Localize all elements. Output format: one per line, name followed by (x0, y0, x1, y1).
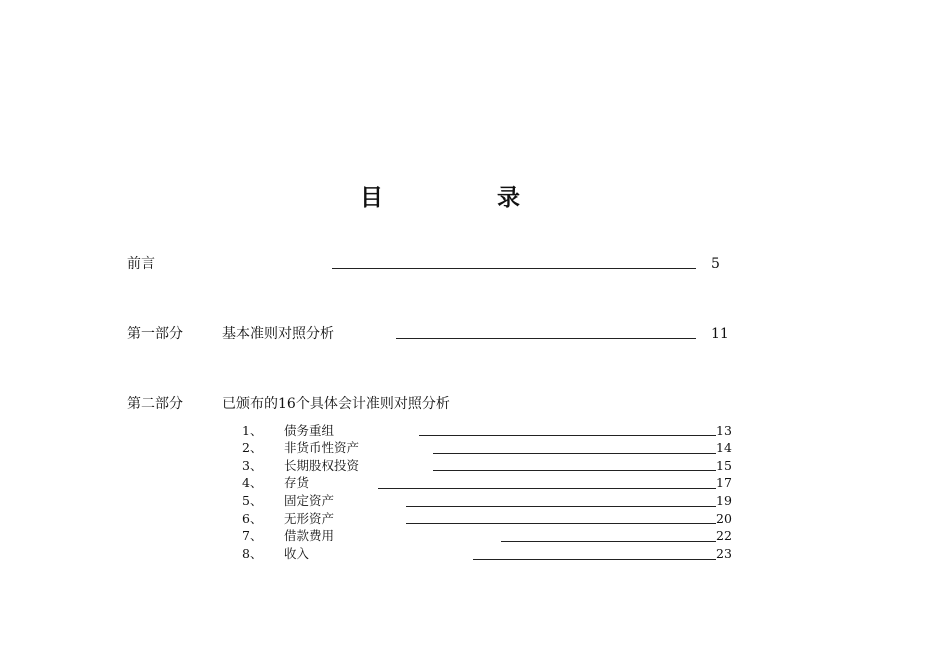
toc-item-5-num: 5、 (242, 493, 263, 508)
toc-item-3-num: 3、 (242, 458, 263, 473)
toc-item-7-page: 22 (716, 528, 732, 543)
toc-item-6-num: 6、 (242, 511, 263, 526)
part1-leader-line (396, 338, 696, 339)
toc-item-8-num: 8、 (242, 546, 263, 561)
toc-item-1-num: 1、 (242, 423, 263, 438)
part1-label: 第一部分 (127, 326, 183, 342)
toc-item-6-leader (406, 523, 716, 524)
part1-title: 基本准则对照分析 (222, 326, 334, 342)
toc-item-7-leader (501, 541, 716, 542)
toc-item-1-page: 13 (716, 423, 732, 438)
part1-page: 11 (711, 326, 729, 342)
toc-item-4-page: 17 (716, 475, 732, 490)
toc-item-2-num: 2、 (242, 440, 263, 455)
toc-item-8-name: 收入 (284, 546, 310, 561)
toc-item-6-name: 无形资产 (284, 511, 335, 526)
toc-title-char-2: 录 (497, 184, 520, 211)
toc-item-5-leader (406, 506, 716, 507)
toc-title-char-1: 目 (360, 184, 383, 211)
toc-item-1-name: 债务重组 (284, 423, 335, 438)
toc-item-7-num: 7、 (242, 528, 263, 543)
toc-title (360, 178, 520, 212)
toc-item-3-name: 长期股权投资 (284, 458, 360, 473)
toc-item-1-leader (419, 435, 716, 436)
part2-label: 第二部分 (127, 396, 183, 412)
preface-leader-line (332, 268, 696, 269)
toc-item-4-leader (378, 488, 716, 489)
toc-item-8-page: 23 (716, 546, 732, 561)
preface-label: 前言 (127, 256, 155, 272)
toc-item-5-name: 固定资产 (284, 493, 335, 508)
preface-page: 5 (711, 256, 720, 272)
toc-item-8-leader (473, 559, 716, 560)
toc-item-4-num: 4、 (242, 475, 263, 490)
toc-item-2-page: 14 (716, 440, 732, 455)
toc-item-4-name: 存货 (284, 475, 310, 490)
toc-item-3-page: 15 (716, 458, 732, 473)
toc-item-5-page: 19 (716, 493, 732, 508)
part2-title: 已颁布的16个具体会计准则对照分析 (222, 396, 450, 412)
toc-item-6-page: 20 (716, 511, 732, 526)
toc-item-2-name: 非货币性资产 (284, 440, 360, 455)
toc-item-2-leader (433, 453, 716, 454)
toc-item-3-leader (433, 470, 716, 471)
toc-item-7-name: 借款费用 (284, 528, 335, 543)
